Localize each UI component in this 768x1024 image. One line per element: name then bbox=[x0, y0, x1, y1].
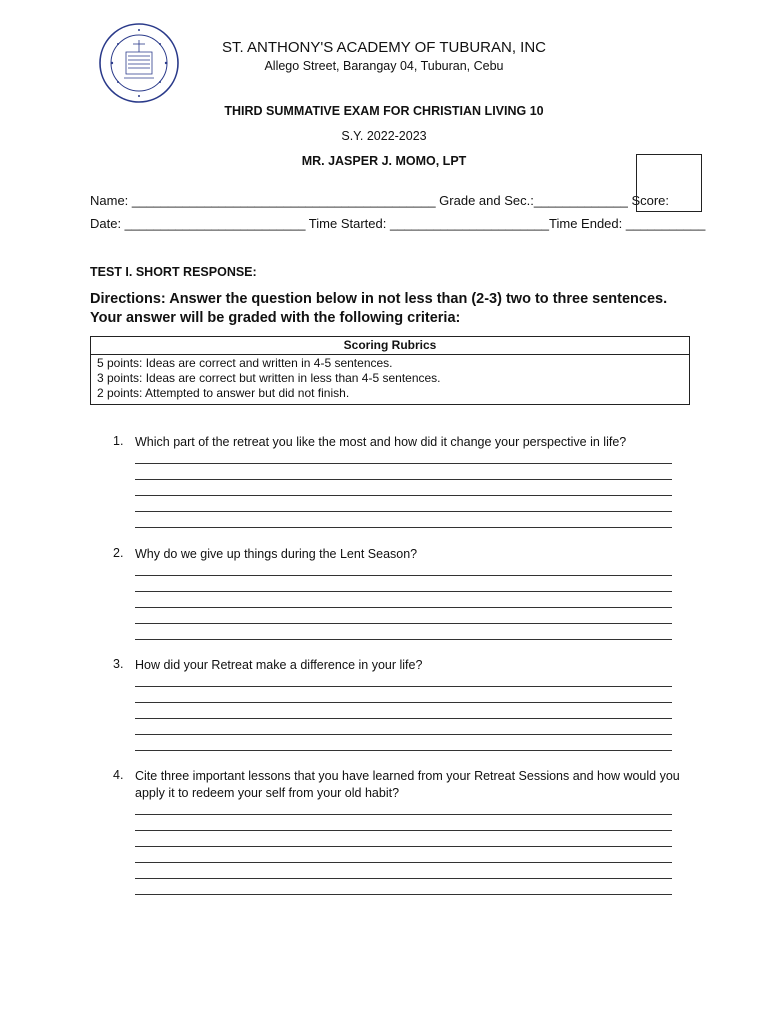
question-number: 2. bbox=[113, 546, 124, 560]
scoring-rubric-table bbox=[90, 336, 690, 405]
question-text: Cite three important lessons that you have learned from your Retreat Sessions and how would you apply it to redeem your self from your old habit? bbox=[135, 769, 680, 800]
answer-line bbox=[135, 527, 672, 528]
answer-line bbox=[135, 686, 672, 687]
test-title: TEST I. SHORT RESPONSE: bbox=[90, 265, 257, 279]
school-name: ST. ANTHONY'S ACADEMY OF TUBURAN, INC bbox=[221, 39, 547, 56]
teacher-name: MR. JASPER J. MOMO, LPT bbox=[301, 154, 467, 168]
answer-line bbox=[135, 607, 672, 608]
question-text: How did your Retreat make a difference in your life? bbox=[135, 658, 423, 672]
name-grade-score-line: Name: __________________________________________ Grade and Sec.:_____________ Score: bbox=[90, 193, 670, 208]
school-year: S.Y. 2022-2023 bbox=[341, 129, 427, 143]
rubric-row: 3 points: Ideas are correct but written in less than 4-5 sentences. bbox=[97, 371, 441, 385]
answer-line bbox=[135, 830, 672, 831]
question-text: Why do we give up things during the Lent Season? bbox=[135, 547, 418, 561]
rubric-row: 2 points: Attempted to answer but did not finish. bbox=[97, 386, 350, 400]
answer-line bbox=[135, 814, 672, 815]
date-time-line: Date: _________________________ Time Started: ______________________Time Ended: ___________ bbox=[90, 216, 706, 231]
answer-line bbox=[135, 623, 672, 624]
answer-line bbox=[135, 702, 672, 703]
question-number: 3. bbox=[113, 657, 124, 671]
answer-line bbox=[135, 511, 672, 512]
answer-line bbox=[135, 862, 672, 863]
rubric-header: Scoring Rubrics bbox=[91, 337, 689, 355]
rubric-row: 5 points: Ideas are correct and written in 4-5 sentences. bbox=[97, 356, 393, 370]
score-box bbox=[636, 154, 702, 212]
answer-line bbox=[135, 639, 672, 640]
answer-line bbox=[135, 495, 672, 496]
answer-line bbox=[135, 750, 672, 751]
question-number: 4. bbox=[113, 768, 124, 782]
answer-line bbox=[135, 846, 672, 847]
answer-line bbox=[135, 463, 672, 464]
directions: Directions: Answer the question below in not less than (2-3) two to three sentences. Your answer will be graded with the following criteria: bbox=[90, 291, 668, 326]
answer-line bbox=[135, 575, 672, 576]
answer-line bbox=[135, 591, 672, 592]
school-address: Allego Street, Barangay 04, Tuburan, Cebu bbox=[264, 59, 504, 73]
exam-title: THIRD SUMMATIVE EXAM FOR CHRISTIAN LIVING 10 bbox=[224, 104, 544, 118]
answer-line bbox=[135, 718, 672, 719]
answer-line bbox=[135, 878, 672, 879]
answer-line bbox=[135, 894, 672, 895]
question-text: Which part of the retreat you like the most and how did it change your perspective in life? bbox=[135, 435, 627, 449]
question-number: 1. bbox=[113, 434, 124, 448]
answer-line bbox=[135, 734, 672, 735]
answer-line bbox=[135, 479, 672, 480]
